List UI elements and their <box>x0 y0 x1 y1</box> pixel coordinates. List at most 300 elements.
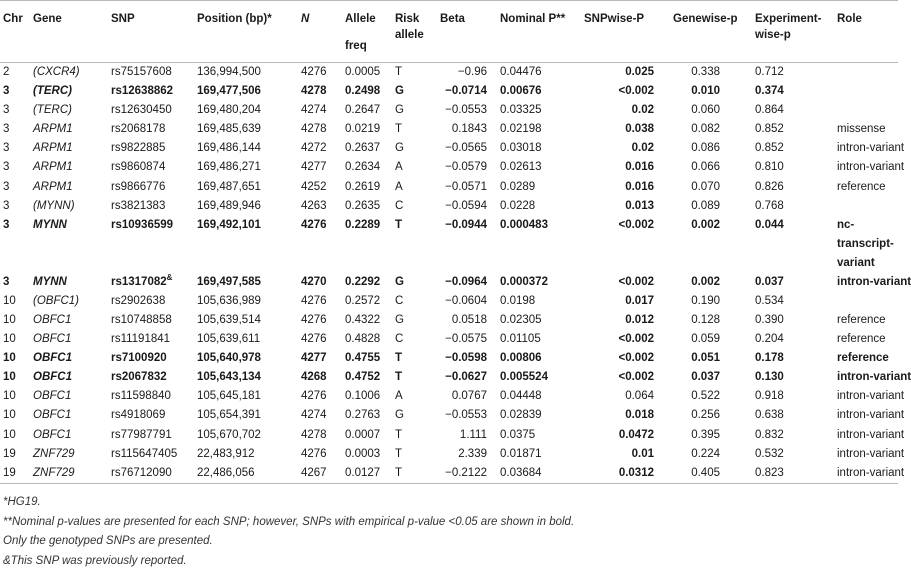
cell-chr: 10 <box>3 333 16 346</box>
cell-genewise-p: 0.089 <box>691 199 720 212</box>
cell-allele-freq: 0.0005 <box>345 66 381 78</box>
cell-role: reference <box>837 313 886 326</box>
cell-beta: −0.0627 <box>445 371 487 384</box>
cell-nominal-p: 0.0375 <box>500 428 536 441</box>
table-header <box>0 1 898 63</box>
cell-experimentwise-p: 0.178 <box>755 352 784 365</box>
cell-chr: 10 <box>3 371 16 384</box>
cell-snp: rs4918069 <box>111 409 166 422</box>
cell-risk-allele: G <box>395 409 404 422</box>
cell-position: 105,670,702 <box>197 428 261 441</box>
cell-allele-freq: 0.4322 <box>345 313 381 326</box>
cell-chr: 3 <box>3 85 10 98</box>
cell-risk-allele: T <box>395 123 403 136</box>
cell-snp: rs2902638 <box>111 294 166 307</box>
cell-nominal-p: 0.000483 <box>500 218 548 231</box>
header-position: Position (bp)* <box>197 13 272 25</box>
cell-beta: −0.0598 <box>445 352 487 365</box>
cell-n: 4276 <box>301 390 327 403</box>
cell-role: intron-variant <box>837 142 905 155</box>
cell-chr: 3 <box>3 104 10 117</box>
cell-beta: −0.0553 <box>445 409 487 422</box>
cell-genewise-p: 0.256 <box>691 409 720 422</box>
header-role: Role <box>837 13 862 25</box>
cell-risk-allele: T <box>395 218 403 231</box>
cell-nominal-p: 0.01105 <box>500 333 541 346</box>
cell-snp: rs2067832 <box>111 371 167 384</box>
cell-n: 4276 <box>301 333 327 346</box>
cell-n: 4276 <box>301 218 327 231</box>
cell-snp: rs77987791 <box>111 428 172 441</box>
cell-n: 4278 <box>301 85 327 98</box>
cell-experimentwise-p: 0.204 <box>755 333 784 346</box>
table-row <box>0 216 898 273</box>
cell-experimentwise-p: 0.374 <box>755 85 784 98</box>
table-row <box>0 311 898 330</box>
cell-chr: 3 <box>3 142 10 155</box>
cell-genewise-p: 0.059 <box>691 333 720 346</box>
table-row <box>0 330 898 349</box>
cell-snpwise-p: 0.064 <box>625 390 654 403</box>
cell-genewise-p: 0.010 <box>691 85 720 98</box>
cell-experimentwise-p: 0.532 <box>755 447 784 460</box>
cell-allele-freq: 0.0127 <box>345 466 381 479</box>
cell-role <box>834 292 898 311</box>
cell-role: reference <box>837 180 886 193</box>
cell-risk-allele: T <box>395 371 403 384</box>
cell-position: 169,497,585 <box>197 275 261 288</box>
cell-chr: 3 <box>3 123 10 136</box>
footnote-previously-reported: &This SNP was previously reported. <box>3 554 187 567</box>
cell-chr: 10 <box>3 428 16 441</box>
cell-genewise-p: 0.522 <box>691 390 720 403</box>
cell-nominal-p: 0.0289 <box>500 180 536 193</box>
cell-genewise-p: 0.338 <box>691 66 720 78</box>
cell-risk-allele: C <box>395 333 404 346</box>
cell-experimentwise-p: 0.712 <box>755 66 784 78</box>
cell-risk-allele: G <box>395 85 404 98</box>
cell-allele-freq: 0.1006 <box>345 390 381 403</box>
cell-n: 4278 <box>301 123 327 136</box>
cell-snpwise-p: 0.02 <box>631 142 654 155</box>
cell-gene: ARPM1 <box>33 180 73 193</box>
cell-beta: 0.0767 <box>451 390 487 403</box>
cell-genewise-p: 0.060 <box>691 104 720 117</box>
cell-gene: OBFC1 <box>33 371 72 384</box>
cell-genewise-p: 0.224 <box>691 447 720 460</box>
cell-experimentwise-p: 0.918 <box>755 390 784 403</box>
cell-experimentwise-p: 0.826 <box>755 180 784 193</box>
cell-allele-freq: 0.2637 <box>345 142 381 155</box>
cell-snpwise-p: 0.012 <box>625 313 654 326</box>
snp-id: rs1317082 <box>111 275 167 288</box>
cell-snpwise-p: 0.038 <box>625 123 654 136</box>
cell-position: 136,994,500 <box>197 66 261 78</box>
cell-experimentwise-p: 0.832 <box>755 428 784 441</box>
header-snpwise-p: SNPwise-P <box>584 13 645 25</box>
header-allele-sub-label: freq <box>345 40 367 52</box>
cell-nominal-p: 0.04448 <box>500 390 542 403</box>
table-row <box>0 139 898 158</box>
cell-beta: −0.0571 <box>445 180 487 193</box>
header-gene: Gene <box>33 13 62 25</box>
cell-snp: rs76712090 <box>111 466 172 479</box>
cell-chr: 19 <box>3 466 16 479</box>
cell-chr: 3 <box>3 161 10 174</box>
cell-position: 169,486,271 <box>197 161 261 174</box>
cell-n: 4276 <box>301 313 327 326</box>
cell-nominal-p: 0.02198 <box>500 123 542 136</box>
table-row <box>0 368 898 387</box>
cell-gene: ARPM1 <box>33 161 73 174</box>
cell-snpwise-p: 0.017 <box>625 294 654 307</box>
cell-nominal-p: 0.01871 <box>500 447 542 460</box>
cell-position: 105,640,978 <box>197 352 261 365</box>
cell-snp: rs11191841 <box>111 333 171 346</box>
cell-n: 4263 <box>301 199 327 212</box>
cell-genewise-p: 0.051 <box>691 352 720 365</box>
cell-n: 4278 <box>301 428 327 441</box>
cell-chr: 10 <box>3 313 16 326</box>
header-chr: Chr <box>3 13 23 25</box>
cell-chr: 3 <box>3 199 10 212</box>
cell-snp: rs10936599 <box>111 218 174 231</box>
cell-role <box>834 63 898 83</box>
header-snp: SNP <box>111 13 135 25</box>
cell-role: intron-variant <box>837 409 905 422</box>
cell-beta: −0.0944 <box>445 218 487 231</box>
cell-position: 105,643,134 <box>197 371 261 384</box>
cell-genewise-p: 0.037 <box>691 371 720 384</box>
cell-allele-freq: 0.4755 <box>345 352 381 365</box>
cell-position: 22,486,056 <box>197 466 255 479</box>
cell-risk-allele: A <box>395 180 403 193</box>
cell-experimentwise-p: 0.638 <box>755 409 784 422</box>
cell-snp: rs9822885 <box>111 142 166 155</box>
footnote-genotyped: Only the genotyped SNPs are presented. <box>3 535 213 547</box>
cell-experimentwise-p: 0.534 <box>755 294 784 307</box>
cell-experimentwise-p: 0.823 <box>755 466 784 479</box>
table-row <box>0 426 898 445</box>
cell-n: 4276 <box>301 66 327 78</box>
cell-snpwise-p: 0.01 <box>631 447 654 460</box>
cell-risk-allele: A <box>395 161 403 174</box>
cell-gene: MYNN <box>33 218 67 231</box>
cell-chr: 10 <box>3 352 16 365</box>
cell-beta: −0.0553 <box>445 104 487 117</box>
cell-role: intron-variant <box>837 371 911 384</box>
cell-position: 105,639,514 <box>197 313 261 326</box>
table-body <box>0 63 911 484</box>
cell-genewise-p: 0.128 <box>691 313 720 326</box>
cell-snpwise-p: 0.02 <box>631 104 654 117</box>
cell-beta: −0.96 <box>457 66 487 78</box>
cell-gene: (MYNN) <box>33 199 75 212</box>
table-row <box>0 464 898 484</box>
cell-genewise-p: 0.002 <box>691 218 720 231</box>
cell-allele-freq: 0.2619 <box>345 180 381 193</box>
cell-gene: OBFC1 <box>33 352 72 365</box>
footnote-hg19: *HG19. <box>3 496 41 508</box>
cell-allele-freq: 0.0219 <box>345 123 381 136</box>
table-row <box>0 445 898 464</box>
cell-role <box>834 82 898 101</box>
cell-beta: 0.0518 <box>451 313 487 326</box>
cell-nominal-p: 0.00676 <box>500 85 542 98</box>
cell-experimentwise-p: 0.768 <box>755 199 784 212</box>
cell-n: 4277 <box>301 352 327 365</box>
header-allele-label: Allele <box>345 13 376 25</box>
cell-experimentwise-p: 0.044 <box>755 218 784 231</box>
cell-role: reference <box>837 333 886 346</box>
cell-genewise-p: 0.066 <box>691 161 720 174</box>
cell-beta: −0.0565 <box>445 142 487 155</box>
table-row <box>0 406 898 425</box>
table-row <box>0 273 898 292</box>
cell-gene: OBFC1 <box>33 428 72 441</box>
cell-n: 4268 <box>301 371 327 384</box>
cell-chr: 10 <box>3 390 16 403</box>
cell-experimentwise-p: 0.810 <box>755 161 784 174</box>
cell-risk-allele: C <box>395 294 404 307</box>
cell-allele-freq: 0.2634 <box>345 161 381 174</box>
table-row <box>0 63 898 83</box>
cell-snpwise-p: 0.018 <box>625 409 654 422</box>
cell-allele-freq: 0.4828 <box>345 333 381 346</box>
cell-snpwise-p: <0.002 <box>618 371 654 384</box>
cell-risk-allele: T <box>395 66 403 78</box>
cell-snp: rs12630450 <box>111 104 172 117</box>
cell-role: missense <box>837 123 886 136</box>
cell-n: 4276 <box>301 294 327 307</box>
cell-nominal-p: 0.0198 <box>500 294 536 307</box>
cell-chr: 3 <box>3 180 10 193</box>
cell-beta: −0.0594 <box>445 199 487 212</box>
cell-gene: ZNF729 <box>33 466 75 479</box>
table-row <box>0 178 898 197</box>
cell-snp: rs75157608 <box>111 66 172 78</box>
cell-snp: rs11598840 <box>111 390 171 403</box>
table-row <box>0 349 898 368</box>
cell-gene: OBFC1 <box>33 313 72 326</box>
cell-role: reference <box>837 352 889 365</box>
cell-position: 105,645,181 <box>197 390 261 403</box>
cell-role: intron-variant <box>837 447 905 460</box>
cell-genewise-p: 0.002 <box>691 275 720 288</box>
cell-snp: rs10748858 <box>111 313 172 326</box>
cell-beta: 1.111 <box>459 428 487 441</box>
cell-snpwise-p: <0.002 <box>618 275 654 288</box>
cell-role <box>834 197 898 216</box>
cell-position: 105,654,391 <box>197 409 261 422</box>
cell-snpwise-p: 0.0312 <box>618 466 654 479</box>
cell-snpwise-p: <0.002 <box>618 218 654 231</box>
cell-allele-freq: 0.2647 <box>345 104 381 117</box>
cell-risk-allele: G <box>395 313 404 326</box>
cell-gene: MYNN <box>33 275 67 288</box>
cell-snp: rs3821383 <box>111 199 166 212</box>
cell-nominal-p: 0.02305 <box>500 313 542 326</box>
cell-gene: OBFC1 <box>33 409 72 422</box>
cell-risk-allele: G <box>395 104 404 117</box>
header-nominal-p: Nominal P** <box>500 13 566 25</box>
cell-beta: −0.0964 <box>445 275 487 288</box>
cell-experimentwise-p: 0.130 <box>755 371 784 384</box>
cell-nominal-p: 0.000372 <box>500 275 548 288</box>
cell-beta: −0.2122 <box>445 466 487 479</box>
header-genewise-p: Genewise-p <box>673 13 738 25</box>
header-beta: Beta <box>440 13 465 25</box>
cell-experimentwise-p: 0.852 <box>755 142 784 155</box>
cell-nominal-p: 0.02613 <box>500 161 542 174</box>
cell-role: intron-variant <box>837 275 911 288</box>
cell-chr: 10 <box>3 409 16 422</box>
cell-nominal-p: 0.005524 <box>500 371 548 384</box>
cell-nominal-p: 0.00806 <box>500 352 542 365</box>
cell-n: 4267 <box>301 466 327 479</box>
cell-beta: −0.0579 <box>445 161 487 174</box>
table-row <box>0 82 898 101</box>
footnote-nominal-p: **Nominal p-values are presented for each SNP; however, SNPs with empirical p-value <0.05 are shown in bold. <box>3 515 575 528</box>
cell-role: intron-variant <box>837 161 905 174</box>
cell-position: 169,489,946 <box>197 199 261 212</box>
cell-snpwise-p: 0.016 <box>625 161 654 174</box>
cell-gene: ZNF729 <box>33 447 75 460</box>
cell-allele-freq: 0.0007 <box>345 428 381 441</box>
header-n: N <box>301 13 310 25</box>
cell-n: 4272 <box>301 142 327 155</box>
cell-snpwise-p: 0.0472 <box>618 428 654 441</box>
header-experimentwise-p: Experiment-wise-p <box>755 13 822 41</box>
cell-risk-allele: A <box>395 390 403 403</box>
cell-risk-allele: T <box>395 428 403 441</box>
cell-gene: (OBFC1) <box>33 294 79 307</box>
cell-genewise-p: 0.395 <box>691 428 720 441</box>
cell-role: nc-transcript-variant <box>837 218 894 269</box>
cell-snp: rs7100920 <box>111 352 167 365</box>
cell-chr: 3 <box>3 218 10 231</box>
cell-experimentwise-p: 0.852 <box>755 123 784 136</box>
cell-risk-allele: T <box>395 447 403 460</box>
cell-risk-allele: G <box>395 275 404 288</box>
cell-genewise-p: 0.070 <box>691 180 720 193</box>
cell-experimentwise-p: 0.037 <box>755 275 784 288</box>
cell-genewise-p: 0.082 <box>691 123 720 136</box>
cell-snp <box>108 273 194 292</box>
cell-genewise-p: 0.190 <box>691 294 720 307</box>
cell-snp: rs2068178 <box>111 123 166 136</box>
cell-position: 22,483,912 <box>197 447 255 460</box>
cell-snpwise-p: 0.016 <box>625 180 654 193</box>
cell-role: intron-variant <box>837 466 905 479</box>
cell-allele-freq: 0.4752 <box>345 371 381 384</box>
cell-risk-allele: G <box>395 142 404 155</box>
cell-role: intron-variant <box>837 428 905 441</box>
cell-allele-freq: 0.2635 <box>345 199 381 212</box>
cell-position: 169,486,144 <box>197 142 261 155</box>
cell-gene: ARPM1 <box>33 123 73 136</box>
table-row <box>0 158 898 177</box>
cell-nominal-p: 0.02839 <box>500 409 542 422</box>
cell-chr: 10 <box>3 294 16 307</box>
cell-chr: 19 <box>3 447 16 460</box>
cell-nominal-p: 0.03325 <box>500 104 542 117</box>
cell-genewise-p: 0.405 <box>691 466 720 479</box>
header-risk-allele: Risk allele <box>395 13 424 41</box>
cell-beta: −0.0604 <box>445 294 487 307</box>
cell-chr: 2 <box>3 66 10 78</box>
cell-n: 4270 <box>301 275 327 288</box>
cell-snpwise-p: <0.002 <box>618 333 654 346</box>
cell-nominal-p: 0.04476 <box>500 66 542 78</box>
cell-gene: (TERC) <box>33 85 72 98</box>
cell-role <box>834 101 898 120</box>
cell-n: 4274 <box>301 409 327 422</box>
cell-beta: 2.339 <box>458 447 487 460</box>
cell-allele-freq: 0.2292 <box>345 275 381 288</box>
cell-position: 169,480,204 <box>197 104 261 117</box>
cell-n: 4252 <box>301 180 327 193</box>
cell-allele-freq: 0.2763 <box>345 409 381 422</box>
cell-snpwise-p: 0.013 <box>625 199 654 212</box>
cell-position: 169,492,101 <box>197 218 261 231</box>
cell-gene: OBFC1 <box>33 333 72 346</box>
cell-gene: (TERC) <box>33 104 72 117</box>
cell-snpwise-p: <0.002 <box>618 85 654 98</box>
cell-role: intron-variant <box>837 390 905 403</box>
cell-beta: −0.0714 <box>445 85 487 98</box>
cell-snpwise-p: <0.002 <box>618 352 654 365</box>
cell-allele-freq: 0.2572 <box>345 294 381 307</box>
cell-gene: (CXCR4) <box>33 66 80 78</box>
cell-snp: rs9860874 <box>111 161 166 174</box>
cell-beta: 0.1843 <box>451 123 487 136</box>
table-row <box>0 292 898 311</box>
cell-n: 4274 <box>301 104 327 117</box>
cell-beta: −0.0575 <box>445 333 487 346</box>
cell-experimentwise-p: 0.864 <box>755 104 784 117</box>
cell-snpwise-p: 0.025 <box>625 66 654 78</box>
cell-position: 169,485,639 <box>197 123 261 136</box>
cell-allele-freq: 0.0003 <box>345 447 381 460</box>
cell-gene: OBFC1 <box>33 390 72 403</box>
cell-snp: rs12638862 <box>111 85 174 98</box>
cell-position: 105,639,611 <box>197 333 261 346</box>
table-footnotes <box>3 493 574 571</box>
cell-n: 4276 <box>301 447 327 460</box>
cell-position: 105,636,989 <box>197 294 261 307</box>
cell-nominal-p: 0.0228 <box>500 199 536 212</box>
previously-reported-marker: & <box>166 272 173 282</box>
cell-genewise-p: 0.086 <box>691 142 720 155</box>
cell-chr: 3 <box>3 275 10 288</box>
cell-experimentwise-p: 0.390 <box>755 313 784 326</box>
table-row <box>0 101 898 120</box>
cell-snp: rs115647405 <box>111 447 178 460</box>
cell-position: 169,487,651 <box>197 180 261 193</box>
cell-risk-allele: T <box>395 466 403 479</box>
cell-risk-allele: T <box>395 352 403 365</box>
header-allele-freq <box>342 1 392 63</box>
cell-nominal-p: 0.03018 <box>500 142 542 155</box>
cell-allele-freq: 0.2498 <box>345 85 381 98</box>
cell-position: 169,477,506 <box>197 85 261 98</box>
cell-allele-freq: 0.2289 <box>345 218 381 231</box>
cell-risk-allele: C <box>395 199 404 212</box>
cell-n: 4277 <box>301 161 327 174</box>
table-row <box>0 387 898 406</box>
table-row <box>0 197 898 216</box>
